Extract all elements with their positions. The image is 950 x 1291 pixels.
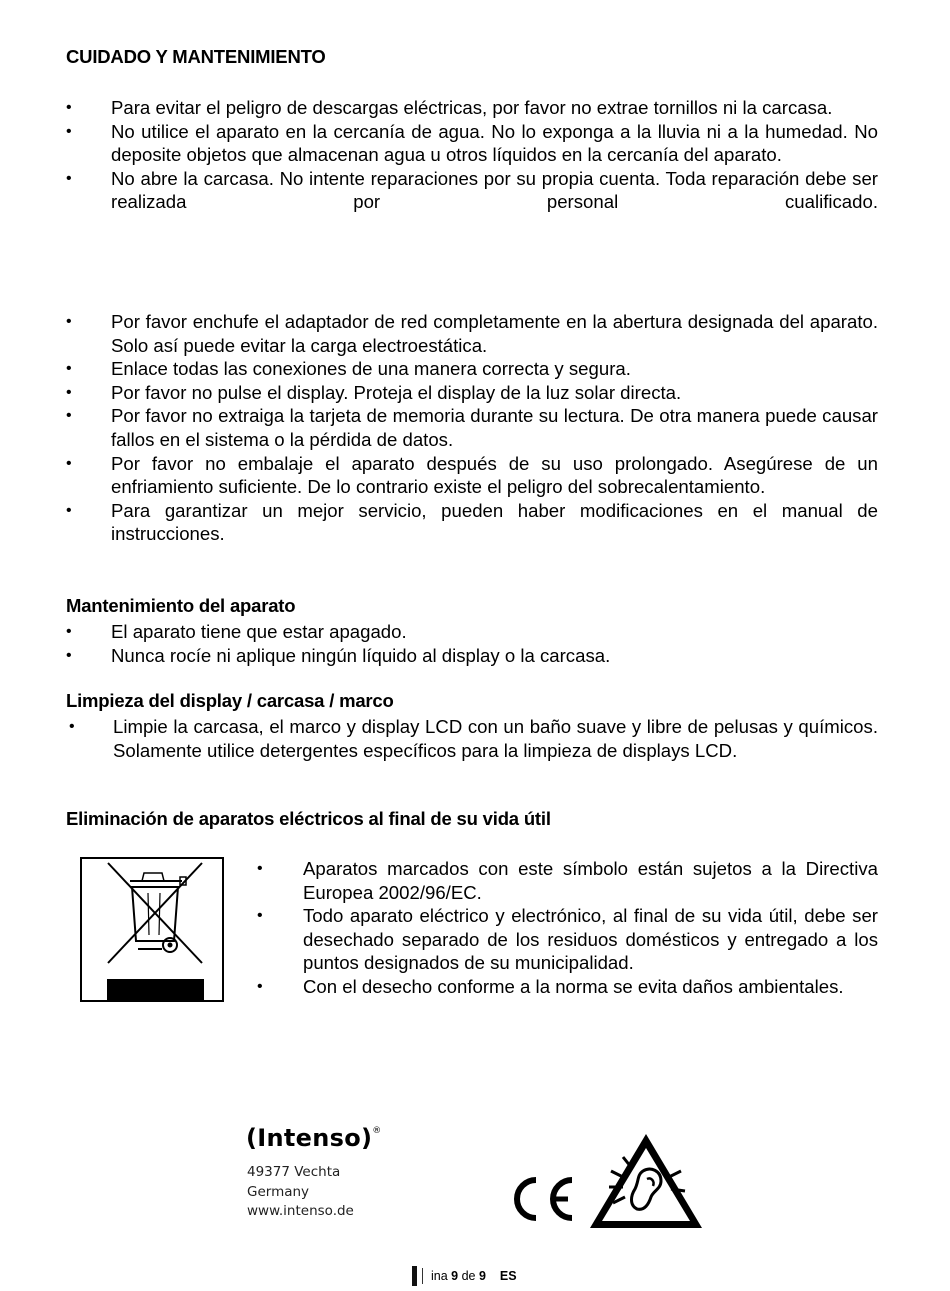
page-footer: ina 9 de 9 ES bbox=[412, 1266, 517, 1286]
list-item: • El aparato tiene que estar apagado. bbox=[66, 621, 407, 642]
bullet: • bbox=[66, 623, 72, 640]
bullet: • bbox=[66, 501, 72, 519]
address-city: 49377 Vechta bbox=[247, 1164, 341, 1180]
bullet: • bbox=[66, 169, 72, 187]
hearing-warning-icon bbox=[587, 1131, 705, 1231]
list-item: • Por favor enchufe el adaptador de red completamente en la abertura designada del aparato. Solo así puede evitar la carga electroestática. bbox=[66, 311, 878, 356]
list-item: • Por favor no extraiga la tarjeta de memoria durante su lectura. De otra manera puede causar fallos en el sistema o la pérdida de datos. bbox=[66, 405, 878, 450]
bullet: • bbox=[66, 407, 72, 425]
disposal-list bbox=[257, 857, 878, 999]
footer-divider bbox=[422, 1268, 423, 1284]
bullet: • bbox=[66, 454, 72, 472]
list-item: • Todo aparato eléctrico y electrónico, al final de su vida útil, debe ser desechado separado de los residuos domésticos y entregado a los puntos designados de su municipalidad. bbox=[257, 905, 878, 974]
list-item: • Enlace todas las conexiones de una manera correcta y segura. bbox=[66, 358, 631, 380]
bullet: • bbox=[66, 383, 72, 401]
list-item: • Limpie la carcasa, el marco y display LCD con un baño suave y libre de pelusas y químicos. Solamente utilice detergentes específicos para la limpieza de displays LCD. bbox=[69, 716, 878, 761]
cleaning-list bbox=[66, 715, 878, 762]
bullet: • bbox=[66, 313, 72, 330]
bullet: • bbox=[66, 99, 72, 116]
footer-bar bbox=[412, 1266, 417, 1286]
bullet: • bbox=[66, 122, 72, 140]
list-item: • Para garantizar un mejor servicio, pueden haber modificaciones en el manual de instrucciones. bbox=[66, 499, 878, 545]
list-item: • Nunca rocíe ni aplique ningún líquido al display o la carcasa. bbox=[66, 644, 611, 666]
care-title: CUIDADO Y MANTENIMIENTO bbox=[66, 46, 326, 67]
bullet: • bbox=[257, 977, 263, 995]
care-list-2 bbox=[66, 310, 878, 546]
crossed-out-wheelie-bin-icon bbox=[82, 859, 222, 1000]
bullet: • bbox=[66, 646, 72, 664]
bullet: • bbox=[66, 360, 72, 378]
list-item: • No utilice el aparato en la cercanía de agua. No lo exponga a la lluvia ni a la humedad. No deposite objetos que almacenan agua u otros líquidos en la cercanía del aparato. bbox=[66, 120, 878, 166]
cleaning-title: Limpieza del display / carcasa / marco bbox=[66, 690, 394, 711]
bullet: • bbox=[257, 907, 263, 925]
list-item: • No abre la carcasa. No intente reparaciones por su propia cuenta. Toda reparación debe ser realizada por personal cualificado. bbox=[66, 167, 878, 213]
list-item: • Por favor no pulse el display. Proteja el display de la luz solar directa. bbox=[66, 381, 682, 403]
intenso-logo: (Intenso)® bbox=[246, 1124, 382, 1152]
website-link[interactable]: www.intenso.de bbox=[247, 1203, 354, 1219]
bullet: • bbox=[257, 860, 263, 877]
maintenance-list bbox=[66, 620, 878, 667]
list-item: • Por favor no embalaje el aparato después de su uso prolongado. Asegúrese de un enfriamiento suficiente. De lo contrario existe el peligro del sobrecalentamiento. bbox=[66, 452, 878, 498]
list-item: • Con el desecho conforme a la norma se evita daños ambientales. bbox=[257, 975, 844, 997]
disposal-title: Eliminación de aparatos eléctricos al final de su vida útil bbox=[66, 808, 551, 829]
address-country: Germany bbox=[247, 1184, 310, 1200]
bullet: • bbox=[69, 718, 75, 735]
weee-symbol-box bbox=[80, 857, 224, 1002]
ce-mark-icon bbox=[508, 1175, 576, 1223]
list-item: • Aparatos marcados con este símbolo están sujetos a la Directiva Europea 2002/96/EC. bbox=[257, 858, 878, 903]
care-list-1 bbox=[66, 96, 878, 214]
list-item: • Para evitar el peligro de descargas eléctricas, por favor no extrae tornillos ni la carcasa. bbox=[66, 97, 833, 118]
maintenance-title: Mantenimiento del aparato bbox=[66, 595, 296, 616]
